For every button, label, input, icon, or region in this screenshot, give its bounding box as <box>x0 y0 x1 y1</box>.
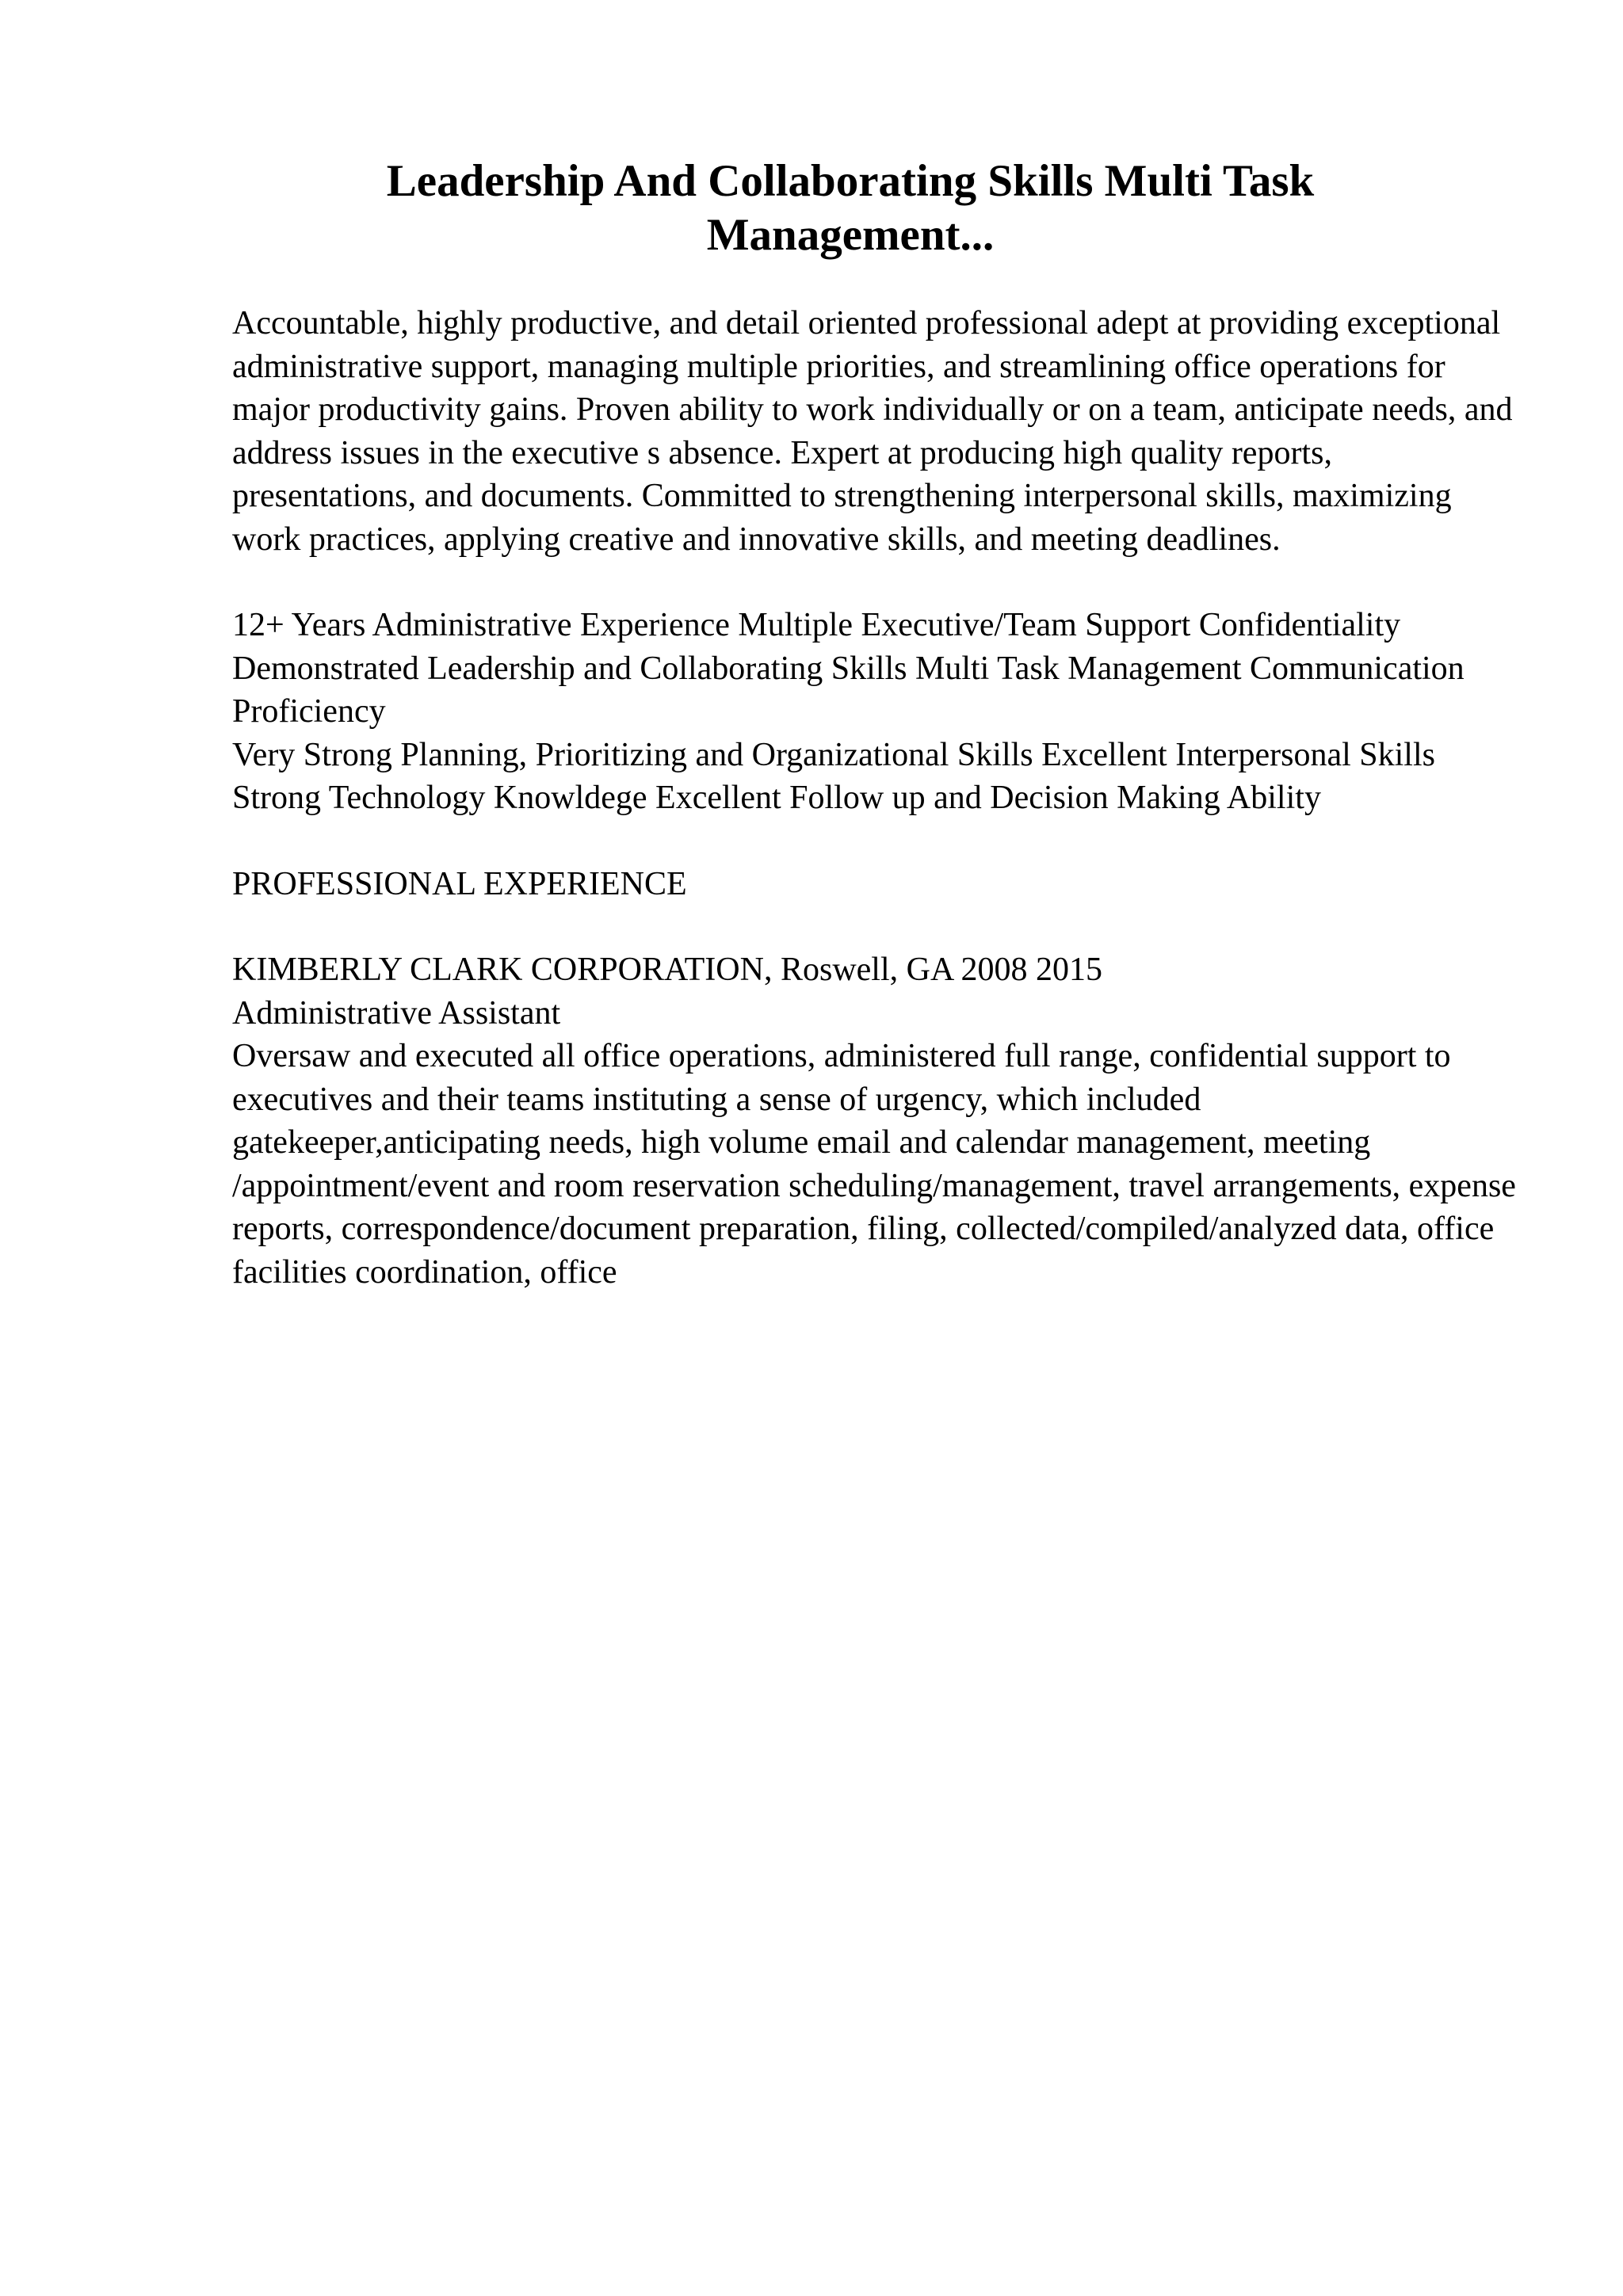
section-heading-professional-experience: PROFESSIONAL EXPERIENCE <box>232 865 687 902</box>
skill-line: 12+ Years Administrative Experience Multiple Executive/Team Support Confidentiality <box>232 607 1401 643</box>
skill-line: Very Strong Planning, Prioritizing and Organizational Skills Excellent Interpersonal Skills <box>232 736 1435 773</box>
skill-line: Strong Technology Knowldege Excellent Follow up and Decision Making Ability <box>232 780 1321 816</box>
job-position: Administrative Assistant <box>232 994 561 1032</box>
document-title: Leadership And Collaborating Skills Multi Task Management... <box>386 156 1315 260</box>
job-entry <box>232 948 1516 1294</box>
skills-list <box>232 604 1516 820</box>
skill-line: Demonstrated Leadership and Collaborating Skills Multi Task Management Communication Proficiency <box>232 650 1465 730</box>
summary-paragraph: Accountable, highly productive, and detail oriented professional adept at providing exceptional administrative support, managing multiple priorities, and streamlining office operations for major productivity gains. Proven ability to work individually or on a team, anticipate needs, and address issues in the executive s absence. Expert at producing high quality reports, presentations, and documents. Committed to strengthening interpersonal skills, maximizing work practices, applying creative and innovative skills, and meeting deadlines. <box>232 305 1513 558</box>
job-description: Oversaw and executed all office operations, administered full range, confidential support to executives and their teams instituting a sense of urgency, which included gatekeeper,anticipating needs, high volume email and calendar management, meeting /appointment/event and room reservation scheduling/management, travel arrangements, expense reports, correspondence/document preparation, filing, collected/compiled/analyzed data, office facilities coordination, office <box>232 1038 1516 1291</box>
document-content <box>232 154 1516 1294</box>
job-employer-line: KIMBERLY CLARK CORPORATION, Roswell, GA 2008 2015 <box>232 952 1102 988</box>
